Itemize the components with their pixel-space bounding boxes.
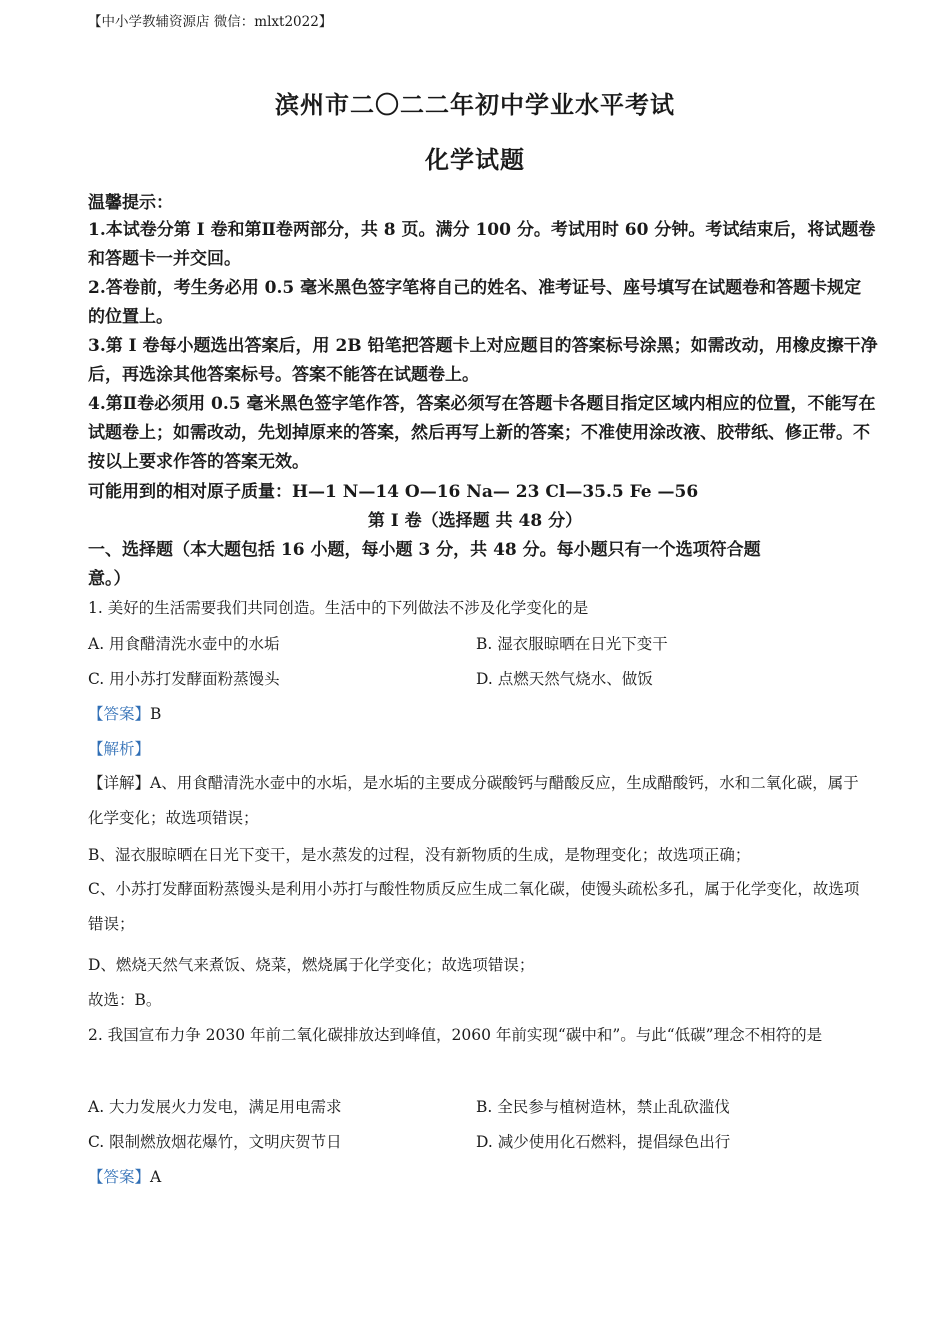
exam-subtitle: 化学试题	[425, 145, 525, 174]
q1-detail-b: B、湿衣服晾晒在日光下变干，是水蒸发的过程，没有新物质的生成，是物理变化；故选项正确；	[88, 846, 751, 864]
q1-stem: 1. 美好的生活需要我们共同创造。生活中的下列做法不涉及化学变化的是	[88, 599, 589, 617]
q1-detail-a	[88, 766, 868, 836]
q1-detail-d: D、燃烧天然气来煮饭、烧菜，燃烧属于化学变化；故选项错误；	[88, 956, 535, 974]
q1-answer	[88, 702, 161, 726]
q2-option-b: B. 全民参与植树造林，禁止乱砍滥伐	[476, 1098, 730, 1116]
notice-item-4: 4.第Ⅱ卷必须用 0.5 毫米黑色签字笔作答，答案必须写在答题卡各题目指定区域内相应的位置，不能写在试题卷上；如需改动，先划掉原来的答案，然后再写上新的答案；不准使用涂改液、胶带纸、修正带。不按以上要求作答的答案无效。	[88, 394, 876, 472]
atomic-masses: 可能用到的相对原子质量：H—1 N—14 O—16 Na— 23 Cl—35.5 Fe —56	[88, 482, 699, 502]
q1-conclusion: 故选：B。	[88, 991, 162, 1009]
answer-value: B	[150, 705, 162, 723]
notice-item-1: 1.本试卷分第 I 卷和第Ⅱ卷两部分，共 8 页。满分 100 分。考试用时 60 分钟。考试结束后，将试题卷和答题卡一并交回。	[88, 220, 876, 269]
answer-tag: 【答案】	[88, 705, 151, 723]
q2-option-a: A. 大力发展火力发电，满足用电需求	[88, 1098, 342, 1116]
q1-analysis-tag: 【解析】	[88, 740, 151, 758]
q1-option-c: C. 用小苏打发酵面粉蒸馒头	[88, 670, 280, 688]
notice-item-3: 3.第 I 卷每小题选出答案后，用 2B 铅笔把答题卡上对应题目的答案标号涂黑；如需改动，用橡皮擦干净后，再选涂其他答案标号。答案不能答在试题卷上。	[88, 336, 878, 385]
q2-option-c: C. 限制燃放烟花爆竹，文明庆贺节日	[88, 1133, 342, 1151]
part-heading-line-1: 一、选择题（本大题包括 16 小题，每小题 3 分，共 48 分。每小题只有一个选项符合题	[88, 540, 761, 560]
q1-option-a: A. 用食醋清洗水壶中的水垢	[88, 635, 280, 653]
detail-a-text: A、用食醋清洗水壶中的水垢，是水垢的主要成分碳酸钙与醋酸反应，生成醋酸钙，水和二氧化碳，属于化学变化；故选项错误；	[88, 774, 859, 827]
header-note: 【中小学教辅资源店 微信：mlxt2022】	[88, 14, 333, 30]
q2-option-d: D. 减少使用化石燃料，提倡绿色出行	[476, 1133, 731, 1151]
answer-value: A	[150, 1168, 162, 1186]
q2-stem: 2. 我国宣布力争 2030 年前二氧化碳排放达到峰值，2060 年前实现“碳中和”。与此“低碳”理念不相符的是	[88, 1026, 823, 1044]
part-heading-line-2: 意。）	[88, 569, 131, 589]
notice-item-2: 2.答卷前，考生务必用 0.5 毫米黑色签字笔将自己的姓名、准考证号、座号填写在试题卷和答题卡规定的位置上。	[88, 278, 862, 327]
detail-tag: 【详解】	[88, 774, 151, 792]
answer-tag: 【答案】	[88, 1168, 151, 1186]
q1-option-d: D. 点燃天然气烧水、做饭	[476, 670, 653, 688]
notice-heading: 温馨提示：	[88, 193, 173, 213]
exam-title: 滨州市二〇二二年初中学业水平考试	[275, 90, 675, 119]
q2-answer	[88, 1165, 161, 1189]
q1-option-b: B. 湿衣服晾晒在日光下变干	[476, 635, 668, 653]
section-title: 第 I 卷（选择题 共 48 分）	[367, 511, 583, 531]
q1-detail-c: C、小苏打发酵面粉蒸馒头是利用小苏打与酸性物质反应生成二氧化碳，使馒头疏松多孔，属于化学变化，故选项错误；	[88, 880, 860, 933]
